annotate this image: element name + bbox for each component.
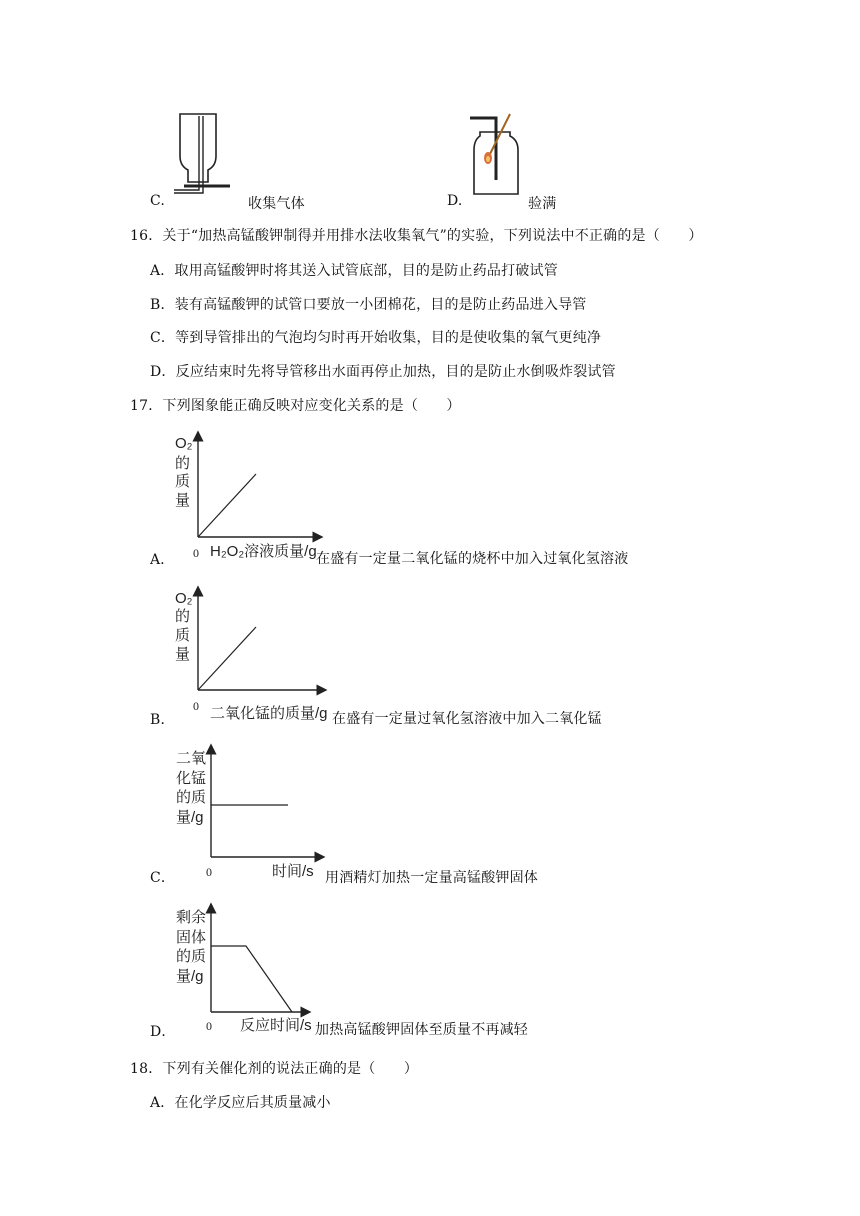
question-17-option-c-letter: C．: [150, 870, 176, 886]
graph-c-x-label: 时间/s: [272, 863, 314, 880]
graph-b-line: [198, 627, 256, 690]
graph-a-line: [198, 474, 256, 537]
graph-d-y-label-2: 的质: [176, 948, 207, 965]
graph-a-y-label-0: O₂: [175, 435, 193, 452]
question-17-option-d-letter: D．: [150, 1024, 176, 1040]
graph-b-y-label-2: 质: [175, 627, 191, 644]
graph-d-line: [211, 946, 292, 1012]
graph-d-origin: 0: [206, 1019, 212, 1033]
question-16-option-a: A．取用高锰酸钾时将其送入试管底部，目的是防止药品打破试管: [150, 263, 558, 279]
apparatus-collect-gas-figure: [170, 108, 240, 196]
graph-a-y-label-1: 的: [175, 455, 191, 472]
q15-option-d-letter: D.: [447, 193, 463, 209]
question-17-option-a-letter: A．: [150, 552, 175, 568]
graph-d-y-label-3: 量/g: [176, 968, 204, 985]
graph-a-y-label-3: 量: [175, 492, 191, 509]
graph-c: [170, 743, 330, 883]
question-17-option-c-desc: 用酒精灯加热一定量高锰酸钾固体: [325, 870, 538, 886]
graph-d-y-label-0: 剩余: [176, 909, 207, 926]
question-17-stem: 17．下列图象能正确反映对应变化关系的是（ ）: [130, 398, 461, 414]
graph-a: [168, 430, 328, 568]
graph-b-origin: 0: [193, 699, 199, 713]
question-16-stem: 16．关于“加热高锰酸钾制得并用排水法收集氧气”的实验，下列说法中不正确的是（ ）: [130, 228, 703, 244]
question-16-option-d: D．反应结束时先将导管移出水面再停止加热，目的是防止水倒吸炸裂试管: [150, 364, 616, 380]
graph-c-y-label-1: 化锰: [176, 770, 207, 787]
q15-option-c-letter: C.: [150, 193, 166, 209]
question-16-option-b: B．装有高锰酸钾的试管口要放一小团棉花，目的是防止药品进入导管: [150, 297, 587, 313]
graph-c-y-label-2: 的质: [176, 789, 207, 806]
question-16-option-c: C．等到导管排出的气泡均匀时再开始收集，目的是使收集的氧气更纯净: [150, 330, 602, 346]
question-17-option-d-desc: 加热高锰酸钾固体至质量不再减轻: [315, 1022, 528, 1038]
q15-option-d-text: 验满: [528, 196, 557, 212]
graph-b-y-label-0: O₂: [175, 590, 193, 607]
question-18-option-a: A．在化学反应后其质量减小: [150, 1095, 331, 1111]
graph-c-origin: 0: [206, 865, 212, 879]
question-18-stem: 18．下列有关催化剂的说法正确的是（ ）: [130, 1061, 419, 1077]
question-17-option-b-desc: 在盛有一定量过氧化氢溶液中加入二氧化锰: [332, 711, 602, 727]
graph-a-origin: 0: [193, 546, 199, 560]
graph-a-x-label: H₂O₂溶液质量/g: [210, 543, 317, 560]
question-17-option-b-letter: B．: [150, 712, 175, 728]
graph-d-y-label-1: 固体: [176, 929, 207, 946]
graph-b: [168, 585, 338, 723]
apparatus-check-full-figure: [466, 110, 534, 200]
graph-d: [170, 902, 330, 1042]
question-17-option-a-desc: 在盛有一定量二氧化锰的烧杯中加入过氧化氢溶液: [316, 551, 629, 567]
graph-c-y-label-3: 量/g: [176, 809, 204, 826]
graph-b-x-label: 二氧化锰的质量/g: [210, 705, 328, 722]
graph-c-y-label-0: 二氧: [176, 750, 207, 767]
graph-b-y-label-1: 的: [175, 608, 191, 625]
graph-a-y-label-2: 质: [175, 473, 191, 490]
graph-b-y-label-3: 量: [175, 646, 191, 663]
q15-option-c-text: 收集气体: [248, 196, 305, 212]
graph-d-x-label: 反应时间/s: [240, 1017, 312, 1034]
